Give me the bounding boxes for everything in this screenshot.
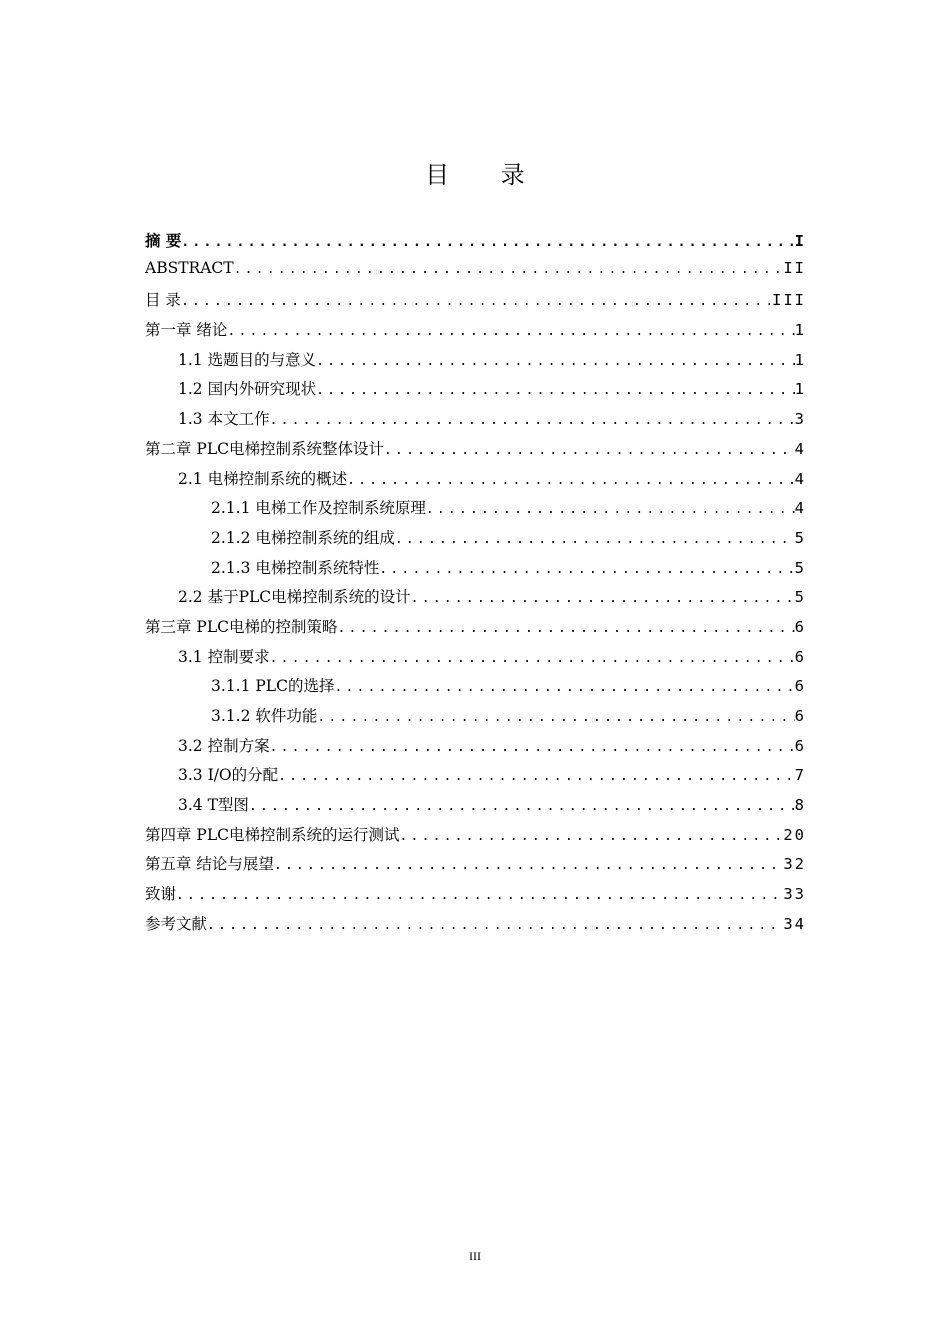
- toc-entry-page: 6: [794, 617, 806, 636]
- toc-dot-leader: [426, 502, 795, 517]
- toc-entry-page: 8: [794, 796, 806, 815]
- toc-entry-page: 4: [794, 499, 806, 518]
- toc-dot-leader: [181, 294, 772, 309]
- toc-dot-leader: [317, 710, 794, 725]
- toc-entry-page: II: [783, 258, 806, 277]
- toc-entry-label: 1.1 选题目的与意义: [178, 350, 317, 369]
- toc-dot-leader: [316, 383, 795, 398]
- toc-entry-label: 第三章 PLC电梯的控制策略: [145, 617, 338, 636]
- toc-dot-leader: [270, 651, 795, 666]
- toc-entry-label: 2.1 电梯控制系统的概述: [178, 469, 348, 488]
- toc-entry-label: 3.1.1 PLC的选择: [211, 677, 335, 696]
- toc-entry-page: 33: [783, 885, 806, 904]
- toc-dot-leader: [270, 740, 795, 755]
- toc-entry[interactable]: [145, 615, 806, 645]
- toc-entry-label: 3.1 控制要求: [178, 647, 270, 666]
- toc-entry-label: 2.1.2 电梯控制系统的组成: [211, 528, 395, 547]
- toc-dot-leader: [379, 562, 794, 577]
- toc-entry-page: 4: [794, 439, 806, 458]
- toc-entry-page: 6: [794, 677, 806, 696]
- toc-dot-leader: [395, 532, 795, 547]
- toc-entry-label: 第五章 结论与展望: [145, 855, 274, 874]
- toc-entry[interactable]: [145, 585, 806, 615]
- toc-entry[interactable]: [145, 674, 806, 704]
- toc-entry-label: 3.2 控制方案: [178, 736, 270, 755]
- toc-entry-page: I: [794, 232, 806, 250]
- toc-entry-page: 1: [794, 321, 806, 340]
- toc-entry-page: 34: [783, 914, 806, 933]
- toc-dot-leader: [207, 918, 783, 933]
- toc-entry-label: 2.2 基于PLC电梯控制系统的设计: [178, 588, 411, 607]
- toc-entry[interactable]: [145, 259, 806, 289]
- toc-entry-label: 2.1.1 电梯工作及控制系统原理: [211, 499, 426, 518]
- toc-entry[interactable]: [145, 912, 806, 942]
- toc-entry-page: 6: [794, 647, 806, 666]
- toc-entry-label: 第一章 绪论: [145, 321, 228, 340]
- toc-entry-page: 1: [794, 380, 806, 399]
- toc-dot-leader: [227, 324, 794, 339]
- toc-entry[interactable]: [145, 645, 806, 675]
- toc-entry[interactable]: [145, 288, 806, 318]
- toc-entry[interactable]: [145, 318, 806, 348]
- toc-entry-page: 1: [794, 350, 806, 369]
- toc-entry[interactable]: [145, 348, 806, 378]
- toc-dot-leader: [316, 354, 795, 369]
- toc-entry[interactable]: [145, 823, 806, 853]
- toc-entry[interactable]: [145, 852, 806, 882]
- toc-entry-page: 6: [794, 736, 806, 755]
- toc-entry-page: 3: [794, 410, 806, 429]
- toc-entry-label: 参考文献: [145, 914, 208, 933]
- toc-entry[interactable]: [145, 526, 806, 556]
- toc-dot-leader: [274, 858, 783, 873]
- toc-entry[interactable]: [145, 496, 806, 526]
- toc-entry-label: 3.4 T型图: [178, 796, 249, 815]
- toc-entry-page: 5: [794, 528, 806, 547]
- toc-entry-page: 4: [794, 469, 806, 488]
- toc-entry[interactable]: [145, 763, 806, 793]
- toc-entry-label: 摘 要: [145, 232, 182, 250]
- toc-dot-leader: [181, 235, 794, 250]
- toc-dot-leader: [176, 888, 783, 903]
- toc-entry-label: 第二章 PLC电梯控制系统整体设计: [145, 439, 385, 458]
- toc-entry-page: 20: [783, 825, 806, 844]
- toc-entry-label: 2.1.3 电梯控制系统特性: [211, 558, 380, 577]
- toc-entry[interactable]: [145, 407, 806, 437]
- table-of-contents: [145, 229, 806, 942]
- toc-dot-leader: [234, 262, 784, 277]
- toc-dot-leader: [249, 799, 795, 814]
- toc-entry[interactable]: [145, 377, 806, 407]
- toc-entry-label: 目 录: [145, 291, 181, 310]
- toc-entry-page: 32: [783, 855, 806, 874]
- toc-entry[interactable]: [145, 467, 806, 497]
- toc-entry[interactable]: [145, 882, 806, 912]
- toc-entry[interactable]: [145, 793, 806, 823]
- toc-entry[interactable]: [145, 704, 806, 734]
- toc-dot-leader: [400, 829, 784, 844]
- toc-entry-label: 3.1.2 软件功能: [211, 707, 318, 725]
- toc-entry-page: 5: [794, 558, 806, 577]
- toc-entry-label: 1.2 国内外研究现状: [178, 380, 317, 399]
- toc-entry[interactable]: [145, 556, 806, 586]
- toc-dot-leader: [347, 473, 795, 488]
- toc-entry-page: 6: [794, 707, 806, 725]
- page-title: 目 录: [425, 161, 547, 189]
- page-number-footer: III: [469, 1249, 481, 1263]
- toc-entry[interactable]: [145, 734, 806, 764]
- toc-entry-page: 5: [794, 588, 806, 607]
- toc-entry-label: ABSTRACT: [145, 258, 234, 277]
- toc-entry-label: 致谢: [145, 885, 177, 904]
- toc-dot-leader: [334, 680, 794, 695]
- toc-entry-label: 1.3 本文工作: [178, 410, 270, 429]
- toc-entry-label: 3.3 I/O的分配: [178, 766, 279, 785]
- toc-entry[interactable]: [145, 229, 806, 259]
- toc-entry-label: 第四章 PLC电梯控制系统的运行测试: [145, 825, 400, 844]
- toc-dot-leader: [411, 591, 795, 606]
- toc-entry-page: III: [772, 291, 806, 310]
- toc-entry-page: 7: [794, 766, 806, 785]
- toc-entry[interactable]: [145, 437, 806, 467]
- toc-dot-leader: [270, 413, 795, 428]
- toc-dot-leader: [384, 443, 795, 458]
- toc-dot-leader: [338, 621, 795, 636]
- toc-dot-leader: [278, 769, 795, 784]
